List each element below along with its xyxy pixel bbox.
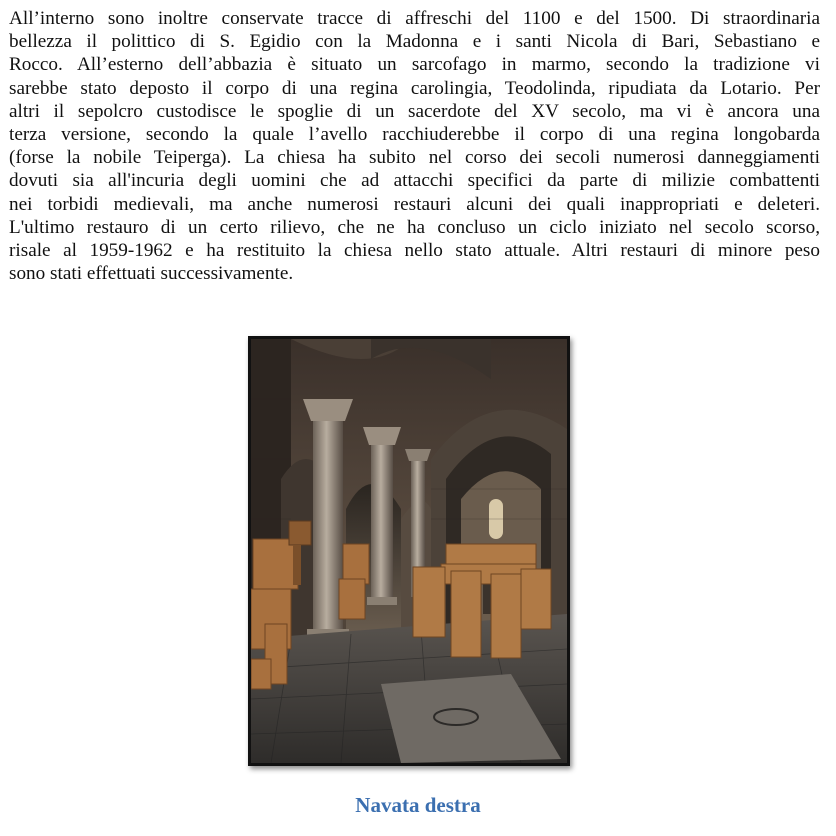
figure-caption: Navata destra xyxy=(355,793,481,817)
paragraph-line: sarebbe stato deposto il corpo di una regina carolingia, Teodolinda, ripudiata da Lotario. Per xyxy=(9,77,820,99)
paragraph-line: terza versione, secondo la quale l’avello racchiuderebbe il corpo di una regina longobarda xyxy=(9,124,820,146)
paragraph-line: dovuti sia all'incuria degli uomini che ad attacchi specifici da parte di milizie combattenti xyxy=(9,170,820,192)
paragraph-line: risale al 1959-1962 e ha restituito la chiesa nello stato attuale. Altri restauri di minore peso xyxy=(9,240,820,262)
paragraph-line: bellezza il polittico di S. Egidio con la Madonna e i santi Nicola di Bari, Sebastiano e xyxy=(9,31,820,53)
paragraph-line: sono stati effettuati successivamente. xyxy=(9,263,294,285)
paragraph-line: All’interno sono inoltre conservate tracce di affreschi del 1100 e del 1500. Di straordinaria xyxy=(9,8,820,29)
paragraph-line: nei torbidi medievali, ma anche numerosi restauri alcuni dei quali inappropriati e deleteri. xyxy=(9,193,820,215)
paragraph-line: altri il sepolcro custodisce le spoglie di un sacerdote del XV secolo, ma vi è ancora una xyxy=(9,100,820,122)
nave-photo-illustration xyxy=(251,339,567,763)
body-paragraph xyxy=(9,7,820,285)
church-nave-photo xyxy=(248,336,570,766)
paragraph-line: Rocco. All’esterno dell’abbazia è situato un sarcofago in marmo, secondo la tradizione vi xyxy=(9,54,820,76)
paragraph-line: (forse la nobile Teiperga). La chiesa ha subito nel corso dei secoli numerosi danneggiamenti xyxy=(9,147,820,169)
paragraph-line: L'ultimo restauro di un certo rilievo, che ne ha concluso un ciclo iniziato nel secolo scorso, xyxy=(9,216,820,238)
